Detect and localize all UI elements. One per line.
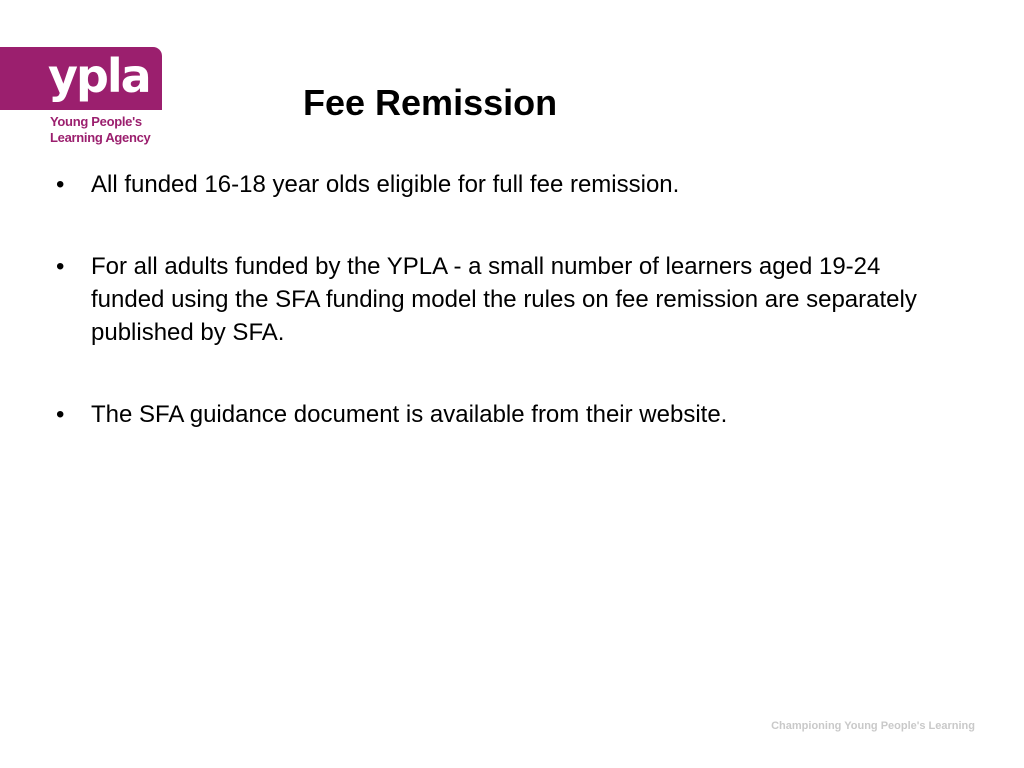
bullet-marker: •: [56, 253, 65, 280]
bullet-marker: •: [56, 401, 65, 428]
bullet-item: [56, 250, 936, 349]
footer-tagline: Championing Young People's Learning: [771, 720, 975, 732]
bullet-text: All funded 16-18 year olds eligible for full fee remission.: [91, 171, 680, 198]
bullet-marker: •: [56, 171, 65, 198]
logo-wordmark: ypla: [48, 49, 150, 103]
logo-subtitle-line1: Young People's: [50, 114, 142, 129]
bullet-text: For all adults funded by the YPLA - a small number of learners aged 19-24 funded using the SFA funding model the rules on fee remission are separately published by SFA.: [91, 253, 917, 346]
bullet-list: [56, 168, 936, 480]
bullet-item: [56, 168, 936, 201]
bullet-item: [56, 398, 936, 431]
ypla-logo: [0, 47, 162, 146]
logo-subtitle-line2: Learning Agency: [50, 130, 151, 145]
bullet-text: The SFA guidance document is available from their website.: [91, 401, 728, 428]
slide-title: Fee Remission: [303, 82, 558, 123]
logo-block: [0, 47, 162, 110]
